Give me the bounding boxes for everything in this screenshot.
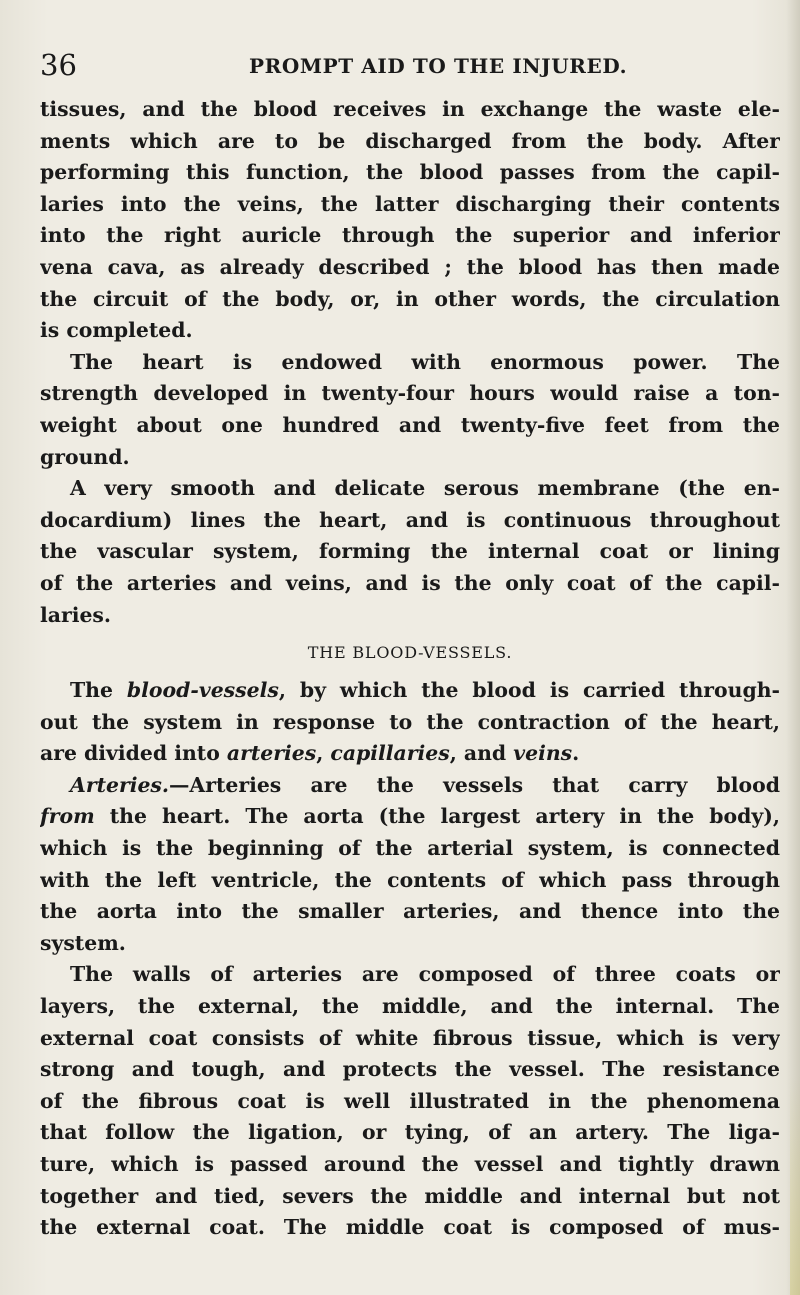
text-line: vena cava, as already described ; the blood has then made bbox=[40, 254, 780, 279]
text-line: strong and tough, and protects the vessel. The resistance bbox=[40, 1057, 780, 1082]
text-line: ground. bbox=[40, 444, 130, 469]
text-line: A very smooth and delicate serous membrane (the en- bbox=[70, 476, 780, 501]
text-line: of the arteries and veins, and is the only coat of the capil- bbox=[40, 570, 780, 595]
text-line: the circuit of the body, or, in other words, the circulation bbox=[40, 286, 780, 311]
text-line: strength developed in twenty-four hours would raise a ton- bbox=[40, 381, 780, 406]
italic-term: veins bbox=[513, 741, 573, 766]
italic-term: Arteries. bbox=[70, 772, 169, 797]
text-line: that follow the ligation, or tying, of an artery. The liga- bbox=[40, 1120, 780, 1145]
text-line: ture, which is passed around the vessel and tightly drawn bbox=[40, 1152, 780, 1176]
text-run: . bbox=[572, 741, 580, 766]
page-number: 36 bbox=[40, 48, 77, 82]
running-head: PROMPT AID TO THE INJURED. bbox=[249, 54, 628, 78]
text-line: external coat consists of white fibrous tissue, which is very bbox=[40, 1025, 780, 1050]
text-run: , and bbox=[449, 741, 514, 766]
page-header bbox=[40, 48, 760, 88]
text-line: out the system in response to the contraction of the heart, bbox=[40, 709, 780, 734]
text-line: laries. bbox=[40, 602, 111, 627]
text-line bbox=[40, 770, 780, 802]
text-line: ments which are to be discharged from the body. After bbox=[40, 128, 780, 153]
text-line: the external coat. The middle coat is composed of mus- bbox=[40, 1215, 780, 1240]
text-line: the aorta into the smaller arteries, and thence into the bbox=[40, 899, 780, 924]
italic-term: arteries bbox=[226, 741, 317, 766]
text-line: of the fibrous coat is well illustrated in the phenomena bbox=[40, 1088, 780, 1113]
text-line: tissues, and the blood receives in exchange the waste ele- bbox=[40, 97, 780, 121]
body-text bbox=[40, 94, 780, 1244]
text-run: The bbox=[70, 678, 127, 703]
text-run: the heart. The aorta (the largest artery in the body), bbox=[94, 804, 780, 829]
page-edge-discoloration bbox=[790, 1075, 800, 1295]
section-heading: THE BLOOD-VESSELS. bbox=[307, 643, 513, 663]
italic-term: blood-vessels bbox=[126, 678, 279, 703]
text-line: system. bbox=[40, 930, 126, 955]
text-run: are divided into bbox=[40, 741, 227, 766]
text-line: The walls of arteries are composed of three coats or bbox=[70, 962, 780, 987]
text-line: docardium) lines the heart, and is continuous throughout bbox=[40, 507, 780, 532]
text-line: laries into the veins, the latter discharging their contents bbox=[40, 191, 780, 216]
text-line: weight about one hundred and twenty-five feet from the bbox=[40, 412, 780, 437]
italic-term: capillaries bbox=[330, 741, 450, 766]
text-line: is completed. bbox=[40, 318, 193, 343]
text-line bbox=[40, 675, 780, 707]
text-run: , bbox=[316, 741, 331, 766]
text-run: —Arteries are the vessels that carry blood bbox=[169, 772, 780, 797]
text-line: together and tied, severs the middle and internal but not bbox=[40, 1183, 780, 1208]
text-run: , by which the blood is carried through- bbox=[278, 678, 780, 703]
text-line bbox=[40, 801, 780, 833]
text-line: with the left ventricle, the contents of which pass through bbox=[40, 867, 780, 892]
text-line bbox=[40, 738, 780, 770]
text-line: which is the beginning of the arterial system, is connected bbox=[40, 836, 780, 861]
text-line: performing this function, the blood passes from the capil- bbox=[40, 160, 780, 185]
text-line: the vascular system, forming the internal coat or lining bbox=[40, 539, 780, 564]
italic-term: from bbox=[40, 804, 95, 829]
text-line: into the right auricle through the superior and inferior bbox=[40, 223, 780, 248]
text-line: The heart is endowed with enormous power. The bbox=[70, 349, 780, 374]
text-line: layers, the external, the middle, and the internal. The bbox=[40, 994, 780, 1019]
